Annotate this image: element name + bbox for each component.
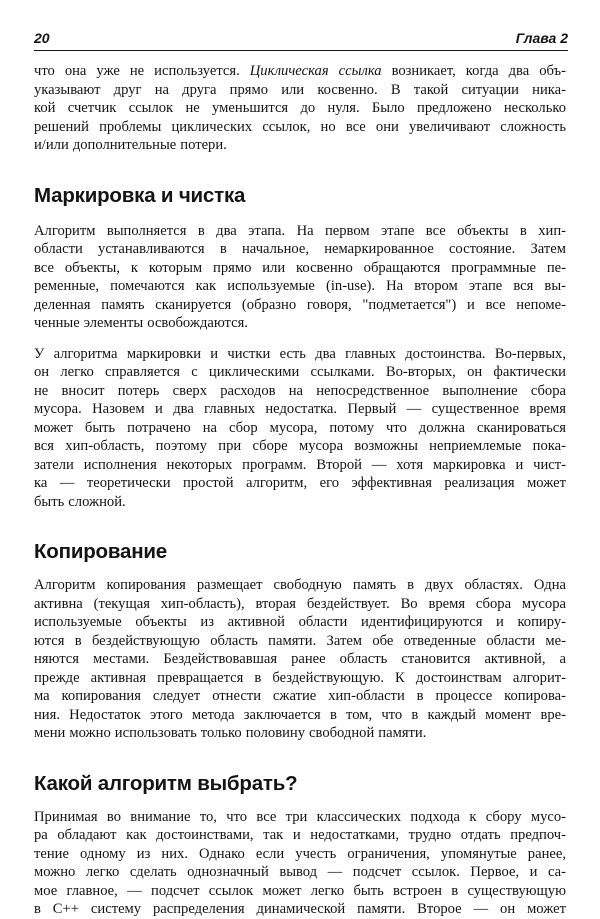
text-line: вся хип-область, поэтому при сборе мусора возможны неприемлемые пока- (34, 438, 566, 454)
chapter-label: Глава 2 (515, 30, 568, 46)
text-line: Алгоритм копирования размещает свободную память в двух областях. Одна (34, 577, 566, 593)
text-line: области устанавливаются в начальное, немаркированное состояние. Затем (34, 241, 566, 257)
page-number: 20 (34, 30, 50, 46)
marking-paragraph-2 (34, 345, 566, 512)
text-line: все объекты, к которым прямо или косвенно обращаются программные пе- (34, 259, 566, 276)
italic-term: Циклическая ссылка (249, 63, 382, 79)
marking-paragraph-1 (34, 222, 566, 333)
text-line: няются местами. Бездействовавшая ранее область становится активной, а (34, 651, 566, 667)
text-line: ременные, помечаются как используемые (in-use). На втором этапе вся вы- (34, 278, 566, 294)
copying-paragraph (34, 576, 566, 743)
section-heading-copying: Копирование (34, 540, 167, 563)
text-line: мени можно использовать только половину свободной памяти. (34, 725, 427, 741)
text-line: ются в бездействующую область памяти. Затем обе отведенные области ме- (34, 632, 566, 649)
text-line: ма копирования следует отнести сжатие хип-области в процессе копирова- (34, 688, 566, 704)
text-line: тение одному из них. Однако если учесть ограничения, упомянутые ранее, (34, 845, 566, 862)
text-line: используемые объекты из активной области идентифицируются и копиру- (34, 614, 566, 630)
text-line: он легко справляется с циклическими ссылками. Во-вторых, он фактически (34, 364, 566, 380)
page-content (34, 62, 566, 919)
text-line: что она уже не используется. Циклическая ссылка возникает, когда два объ- (34, 63, 566, 79)
text-line: У алгоритма маркировки и чистки есть два главных достоинства. Во-первых, (34, 345, 566, 362)
text-line: Принимая во внимание то, что все три классических подхода к сбору мусо- (34, 808, 566, 825)
text-line: Алгоритм выполняется в два этапа. На первом этапе все объекты в хип- (34, 222, 566, 239)
text-line: мусора. Назовем и два главных недостатка. Первый — существенное время (34, 401, 566, 417)
text-line: затели исполнения некоторых программ. Второй — хотя маркировка и чист- (34, 456, 566, 473)
text-line: деленная память сканируется (образно говоря, "подметается") и все непоме- (34, 296, 566, 313)
text-line: активна (текущая хип-область), вторая бездействует. Во время сбора мусора (34, 595, 566, 612)
intro-paragraph (34, 62, 566, 155)
text-line: может быть потрачено на сбор мусора, потому что должна сканироваться (34, 419, 566, 436)
text-line: ра обладают как достоинствами, так и недостатками, трудно отдать предпоч- (34, 827, 566, 843)
section-heading-which-algorithm: Какой алгоритм выбрать? (34, 771, 298, 795)
text-line: и/или дополнительные потери. (34, 137, 227, 153)
text-line: мое главное, — подсчет ссылок может легко быть встроен в существующую (34, 882, 566, 899)
text-line: не вносит потерь сверх расходов на непосредственное выполнение сбора (34, 382, 566, 399)
text-line: быть сложной. (34, 493, 126, 510)
text-line: можно легко сделать однозначный вывод — подсчет ссылок. Первое, и са- (34, 864, 566, 880)
text-line: решений проблемы циклических ссылок, но все они увеличивают сложность (34, 118, 566, 135)
text-line: ка — теоретически простой алгоритм, его эффективная реализация может (34, 475, 566, 491)
text-line: в C++ систему распределения динамической памяти. Второе — он может (34, 901, 566, 917)
which-paragraph (34, 808, 566, 919)
text-line: прежде активная превращается в бездействующую. К достоинствам алгорит- (34, 669, 566, 686)
running-header (34, 30, 568, 51)
text-line: ния. Недостаток этого метода заключается в том, что в каждый момент вре- (34, 706, 566, 723)
text-line: кой счетчик ссылок не уменьшится до нуля. Было предложено несколько (34, 100, 566, 116)
text-line: ченные элементы освобождаются. (34, 315, 248, 331)
text-line: указывают друг на друга прямо или косвенно. В такой ситуации ника- (34, 81, 566, 98)
section-heading-marking: Маркировка и чистка (34, 183, 246, 207)
